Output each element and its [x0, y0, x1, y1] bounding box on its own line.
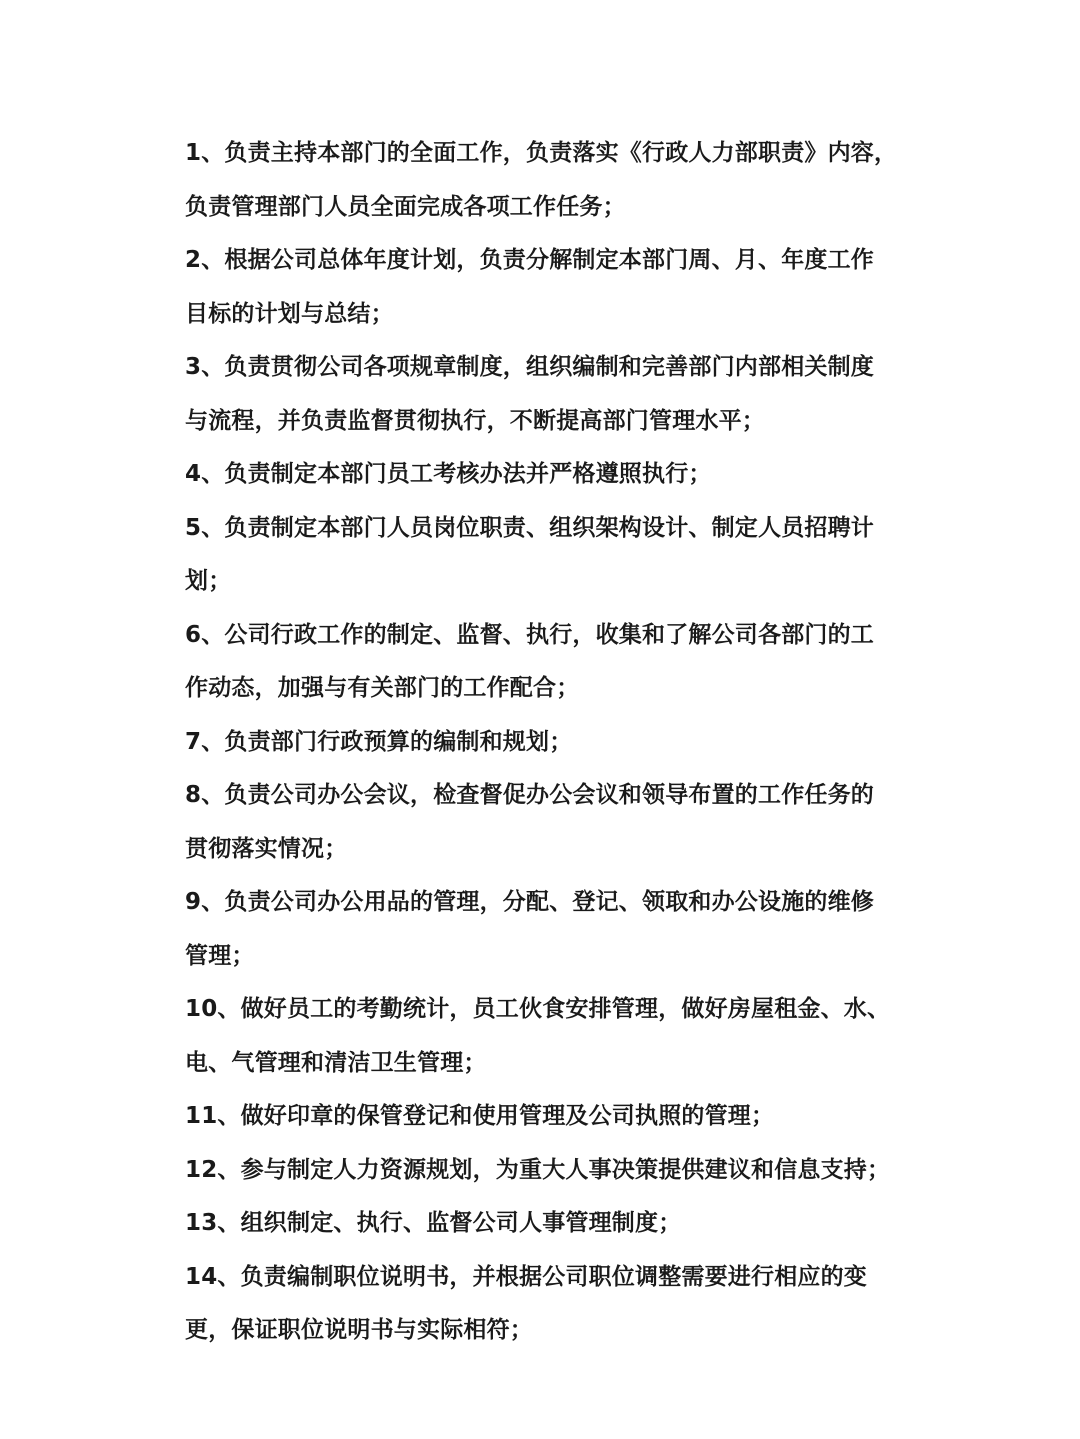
duty-line: 与流程，并负责监督贯彻执行，不断提高部门管理水平； [185, 407, 765, 434]
duty-item-10 [185, 983, 905, 1090]
duty-line: 8、负责公司办公会议，检查督促办公会议和领导布置的工作任务的 [185, 782, 875, 808]
duty-line: 10、做好员工的考勤统计，员工伙食安排管理，做好房屋租金、水、 [185, 996, 891, 1022]
duty-line: 1、负责主持本部门的全面工作，负责落实《行政人力部职责》内容， [185, 140, 898, 166]
duty-item-14 [185, 1251, 905, 1358]
duty-line: 负责管理部门人员全面完成各项工作任务； [185, 193, 626, 220]
duty-line: 13、组织制定、执行、监督公司人事管理制度； [185, 1210, 682, 1236]
duty-list [185, 127, 905, 1358]
duty-line: 14、负责编制职位说明书，并根据公司职位调整需要进行相应的变 [185, 1263, 868, 1290]
duty-item-12 [185, 1144, 905, 1198]
duty-line: 9、负责公司办公用品的管理，分配、登记、领取和办公设施的维修 [185, 889, 875, 915]
duty-item-3 [185, 341, 905, 448]
duty-item-4 [185, 448, 905, 502]
duty-line: 6、公司行政工作的制定、监督、执行，收集和了解公司各部门的工 [185, 621, 875, 648]
duty-item-11 [185, 1090, 905, 1144]
duty-line: 电、气管理和清洁卫生管理； [185, 1049, 487, 1076]
duty-line: 3、负责贯彻公司各项规章制度，组织编制和完善部门内部相关制度 [185, 354, 875, 380]
duty-line: 12、参与制定人力资源规划，为重大人事决策提供建议和信息支持； [185, 1156, 891, 1183]
duty-line: 2、根据公司总体年度计划，负责分解制定本部门周、月、年度工作 [185, 247, 875, 273]
duty-line: 7、负责部门行政预算的编制和规划； [185, 728, 573, 755]
duty-item-2 [185, 234, 905, 341]
duty-line: 5、负责制定本部门人员岗位职责、组织架构设计、制定人员招聘计划； [185, 514, 875, 594]
duty-line: 贯彻落实情况； [185, 835, 348, 862]
duty-line: 管理； [185, 942, 255, 969]
duty-item-7 [185, 716, 905, 770]
duty-line: 作动态，加强与有关部门的工作配合； [185, 675, 580, 701]
duty-item-1 [185, 127, 905, 234]
duty-line: 更，保证职位说明书与实际相符； [185, 1317, 533, 1343]
duty-item-5 [185, 502, 905, 609]
duty-item-6 [185, 609, 905, 716]
duty-item-13 [185, 1197, 905, 1251]
duty-line: 11、做好印章的保管登记和使用管理及公司执照的管理； [185, 1103, 775, 1129]
duty-line: 目标的计划与总结； [185, 300, 394, 327]
duty-item-9 [185, 876, 905, 983]
duty-item-8 [185, 769, 905, 876]
duty-line: 4、负责制定本部门员工考核办法并严格遵照执行； [185, 461, 712, 487]
